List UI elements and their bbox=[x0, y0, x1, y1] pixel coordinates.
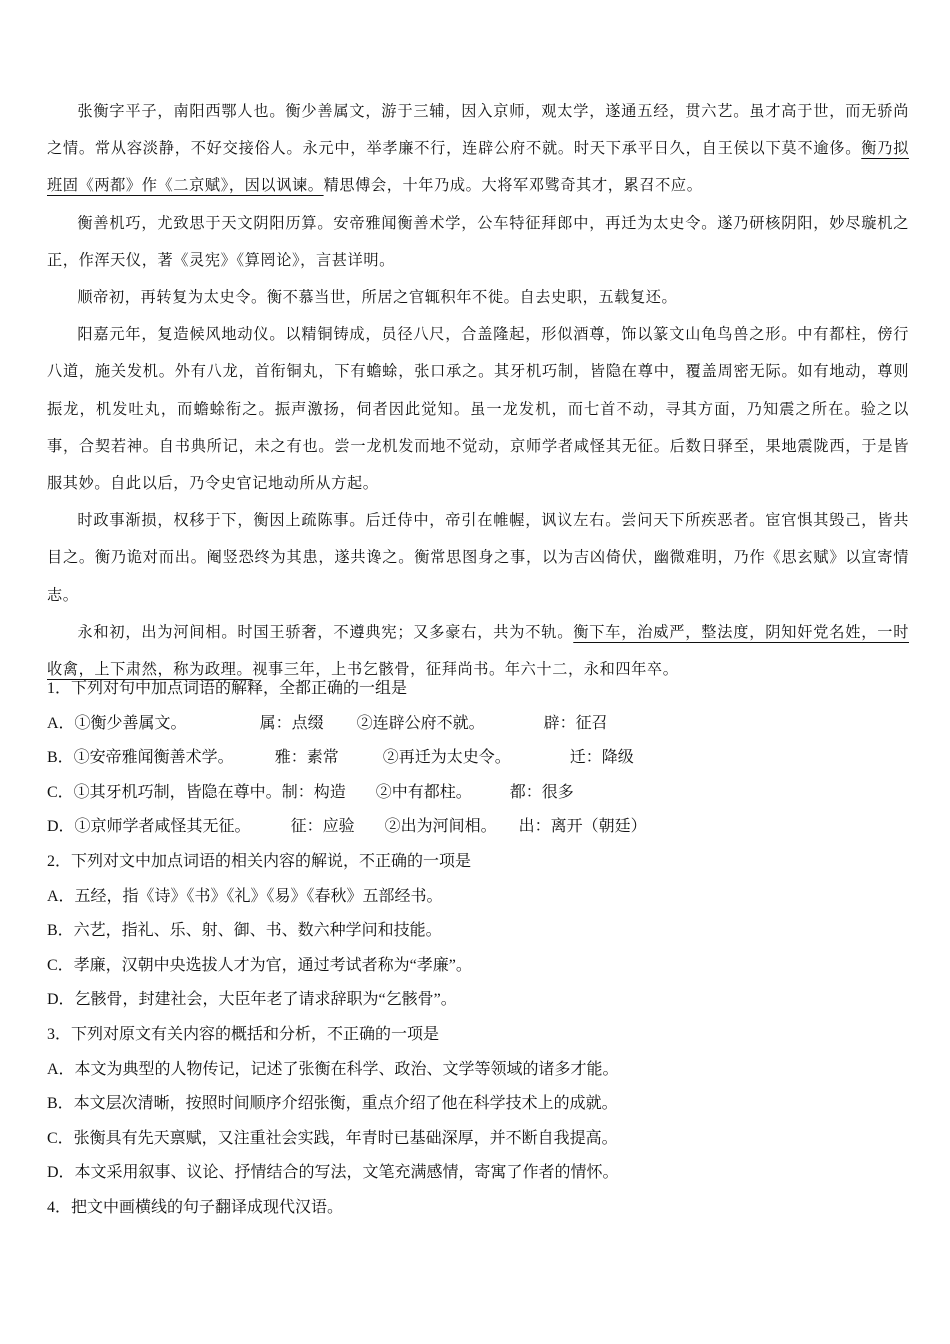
question-3-stem: 3．下列对原文有关内容的概括和分析，不正确的一项是 bbox=[47, 1025, 440, 1043]
passage-paragraph-5: 时政事渐损，权移于下，衡因上疏陈事。后迁侍中，帝引在帷幄，讽议左右。尝问天下所疾恶者。宦官惧其毁己，皆共目之。衡乃诡对而出。阉竖恐终为其患，遂共谗之。衡常思图身之事，以为吉凶倚伏，幽微难明，乃作《思玄赋》以宣寄情志。 bbox=[47, 511, 909, 604]
question-section bbox=[47, 672, 909, 1226]
question-2-option-a: A．五经，指《诗》《书》《礼》《易》《春秋》五部经书。 bbox=[47, 887, 443, 905]
passage-paragraph-1 bbox=[47, 93, 909, 205]
option-clause-1: B．①安帝雅闻衡善术学。 bbox=[47, 749, 234, 767]
question-3-option-a: A．本文为典型的人物传记，记述了张衡在科学、政治、文学等领域的诸多才能。 bbox=[47, 1060, 619, 1078]
option-clause-1: C．①其牙机巧制，皆隐在尊中。 bbox=[47, 783, 282, 801]
question-2-stem: 2．下列对文中加点词语的相关内容的解说，不正确的一项是 bbox=[47, 852, 472, 870]
option-clause-1: D．①京师学者咸怪其无征。 bbox=[47, 818, 251, 836]
question-1-option-d bbox=[47, 810, 909, 845]
question-1-option-a bbox=[47, 707, 909, 742]
passage-paragraph-2: 衡善机巧，尤致思于天文阴阳历算。安帝雅闻衡善术学，公车特征拜郎中，再迁为太史令。遂乃研核阴阳，妙尽璇机之正，作浑天仪，著《灵宪》《算罔论》，言甚详明。 bbox=[47, 213, 909, 269]
classical-passage bbox=[47, 93, 909, 688]
option-gloss-2: 都：很多 bbox=[509, 783, 574, 801]
question-3-option-d: D．本文采用叙事、议论、抒情结合的写法，文笔充满感情，寄寓了作者的情怀。 bbox=[47, 1164, 619, 1182]
question-4-stem: 4．把文中画横线的句子翻译成现代汉语。 bbox=[47, 1198, 344, 1216]
paragraph-text: 视事三年，上书乞骸骨，征拜尚书。年六十二，永和四年卒。 bbox=[252, 660, 679, 679]
passage-paragraph-3: 顺帝初，再转复为太史令。衡不慕当世，所居之官辄积年不徙。自去史职，五载复还。 bbox=[77, 288, 678, 307]
question-1-stem: 1．下列对句中加点词语的解释，全都正确的一组是 bbox=[47, 680, 408, 697]
passage-paragraph-4: 阳嘉元年，复造候风地动仪。以精铜铸成，员径八尺，合盖隆起，形似酒尊，饰以篆文山龟鸟兽之形。中有都柱，傍行八道，施关发机。外有八龙，首衔铜丸，下有蟾蜍，张口承之。其牙机巧制，皆隐在尊中，覆盖周密无际。如有地动，尊则振龙，机发吐丸，而蟾蜍衔之。振声激扬，伺者因此觉知。虽一龙发机，而七首不动，寻其方面，乃知震之所在。验之以事，合契若神。自书典所记，未之有也。尝一龙机发而地不觉动，京师学者咸怪其无征。后数日驿至，果地震陇西，于是皆服其妙。自此以后，乃令史官记地动所从方起。 bbox=[47, 325, 909, 493]
paragraph-text: 永和初，出为河间相。时国王骄奢，不遵典宪；又多豪右，共为不轨。 bbox=[77, 622, 574, 641]
question-3-option-b: B．本文层次清晰，按照时间顺序介绍张衡，重点介绍了他在科学技术上的成就。 bbox=[47, 1095, 618, 1113]
question-1-option-b bbox=[47, 741, 909, 776]
underlined-sentence-1: 衡乃拟班固《两都》作《二京赋》，因以讽谏。 bbox=[47, 139, 909, 195]
question-2-option-d: D．乞骸骨，封建社会，大臣年老了请求辞职为“乞骸骨”。 bbox=[47, 991, 457, 1009]
paragraph-text: 张衡字平子，南阳西鄂人也。衡少善属文，游于三辅，因入京师，观太学，遂通五经，贯六艺。虽才高于世，而无骄尚之情。常从容淡静，不好交接俗人。永元中，举孝廉不行，连辟公府不就。时天下承平日久，自王侯以下莫不逾侈。 bbox=[47, 102, 909, 158]
option-clause-2: ②再迁为太史令。 bbox=[382, 749, 511, 767]
question-1-option-c bbox=[47, 776, 909, 811]
option-clause-2: ②出为河间相。 bbox=[384, 818, 497, 836]
option-gloss-2: 辟：征召 bbox=[543, 714, 608, 732]
paragraph-text: 精思傅会，十年乃成。大将军邓骘奇其才，累召不应。 bbox=[323, 176, 703, 195]
option-gloss-1: 属：点缀 bbox=[259, 714, 324, 732]
option-clause-1: A．①衡少善属文。 bbox=[47, 714, 187, 732]
question-2-option-b: B．六艺，指礼、乐、射、御、书、数六种学问和技能。 bbox=[47, 922, 442, 940]
option-clause-2: ②连辟公府不就。 bbox=[356, 714, 485, 732]
underlined-sentence-2: 衡下车，治威严，整法度，阴知奸党名姓，一时收禽，上下肃然，称为政理。 bbox=[47, 622, 909, 679]
option-gloss-1: 征：应验 bbox=[290, 818, 355, 836]
option-clause-2: ②中有都柱。 bbox=[375, 783, 472, 801]
question-2-option-c: C．孝廉，汉朝中央选拔人才为官，通过考试者称为“孝廉”。 bbox=[47, 956, 472, 974]
option-gloss-2: 出：离开（朝廷） bbox=[518, 818, 647, 836]
option-gloss-1: 制：构造 bbox=[281, 783, 346, 801]
question-3-option-c: C．张衡具有先天禀赋，又注重社会实践，年青时已基础深厚，并不断自我提高。 bbox=[47, 1129, 618, 1147]
option-gloss-2: 迁：降级 bbox=[569, 749, 634, 767]
option-gloss-1: 雅：素常 bbox=[274, 749, 339, 767]
